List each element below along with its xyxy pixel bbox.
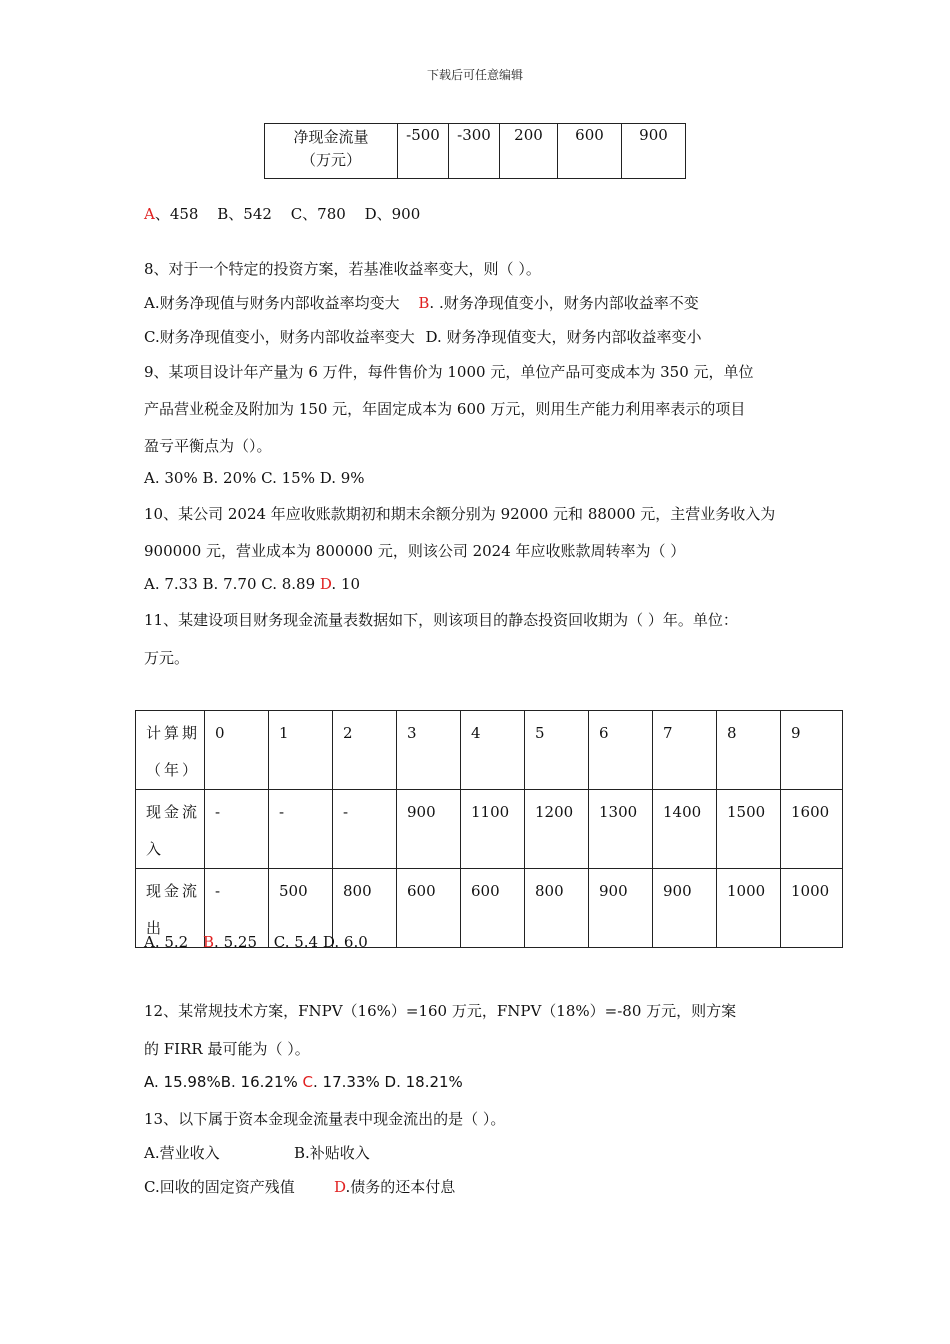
table-row [136,790,843,869]
table-cell: 600 [558,124,622,179]
page-header: 下载后可任意编辑 [426,68,523,82]
table-label-cell [265,124,398,179]
q8-option-a: A.财务净现值与财务内部收益率均变大 [144,294,400,312]
table-label-cell [136,711,205,790]
q11-answer-letter: B [203,933,215,951]
table-cell: 1500 [717,790,781,869]
q13-answer-letter: D [334,1178,346,1196]
table-cell: 900 [589,869,653,948]
table-cell: -500 [398,124,449,179]
table-cell: 0 [205,711,269,790]
q11-options-cd: C. 5.4 D. 6.0 [273,933,368,951]
q12-option-d: D. 18.21% [384,1073,463,1091]
table-cell: 7 [653,711,717,790]
table-cell: - [333,790,397,869]
q9-line-3: 盈亏平衡点为（）。 [144,437,272,455]
table-cell: 5 [525,711,589,790]
table-cell: 1000 [781,869,843,948]
q9-line-2: 产品营业税金及附加为 150 元，年固定成本为 600 万元，则用生产能力利用率表示的项目 [144,400,746,418]
q8-stem: 8、对于一个特定的投资方案，若基准收益率变大，则（ ）。 [144,260,541,278]
q10-option-d: . 10 [331,575,361,593]
table-cell: 900 [622,124,686,179]
table-row [136,711,843,790]
q7-option-b: B、542 [217,205,272,223]
q13-option-a: A.营业收入 [144,1144,220,1162]
table-cell: 500 [269,869,333,948]
table-cell: 1000 [717,869,781,948]
table-cell: 1400 [653,790,717,869]
q12-answer-letter: C [302,1073,314,1091]
net-cash-flow-table [264,123,686,179]
table-cell: 4 [461,711,525,790]
q11-line-1: 11、某建设项目财务现金流量表数据如下，则该项目的静态投资回收期为（ ）年。单位： [144,611,738,629]
q10-line-1: 10、某公司 2024 年应收账款期初和期末余额分别为 92000 元和 88000 元，主营业务收入为 [144,505,776,523]
table-label-line: 计算期 [146,724,201,742]
q8-option-c: C.财务净现值变小，财务内部收益率变大 [144,328,415,346]
q13-stem: 13、以下属于资本金现金流量表中现金流出的是（ ）。 [144,1110,506,1128]
q13-option-c: C.回收的固定资产残值 [144,1178,295,1196]
table-cell: 200 [500,124,558,179]
table-cell: 600 [461,869,525,948]
q7-options [144,203,420,224]
q12-line-1: 12、某常规技术方案，FNPV（16%）=160 万元，FNPV（18%）=-80 万元，则方案 [144,1002,737,1020]
q9-options: A. 30% B. 20% C. 15% D. 9% [144,469,365,487]
table-label-line: （年） [146,761,201,779]
table-cell: 2 [333,711,397,790]
table-cell: - [205,790,269,869]
table-label-line: （万元） [300,151,361,169]
table-label-cell [136,790,205,869]
table-cell: 800 [525,869,589,948]
q9-line-1: 9、某项目设计年产量为 6 万件，每件售价为 1000 元，单位产品可变成本为 350 元，单位 [144,363,754,381]
table-cell: 3 [397,711,461,790]
table-cell: 8 [717,711,781,790]
q10-line-2: 900000 元，营业成本为 800000 元，则该公司 2024 年应收账款周转率为（ ） [144,542,686,560]
q13-option-b: B.补贴收入 [294,1144,370,1162]
q12-option-c: . 17.33% [313,1073,380,1091]
q11-options [144,933,368,951]
q7-option-c: C、780 [290,205,346,223]
table-cell: 9 [781,711,843,790]
q13-option-d-wrap [334,1176,455,1197]
table-label-line: 净现金流量 [293,128,369,146]
q7-option-d: D、900 [364,205,421,223]
q11-option-b: . 5.25 [214,933,257,951]
q7-option-a: 、458 [154,205,199,223]
q10-options-abc: A. 7.33 B. 7.70 C. 8.89 [144,575,316,593]
table-cell: 1 [269,711,333,790]
table-cell: - [269,790,333,869]
q13-option-d: .债务的还本付息 [345,1178,456,1196]
q10-answer-letter: D [319,575,332,593]
q11-line-2: 万元。 [144,649,190,667]
q11-option-a: A. 5.2 [144,933,189,951]
cash-flow-table [135,710,843,948]
q12-options-ab: A. 15.98%B. 16.21% [144,1073,298,1091]
q12-line-2: 的 FIRR 最可能为（ ）。 [144,1040,310,1058]
table-cell: 1200 [525,790,589,869]
table-row [265,124,686,179]
table-cell: 1600 [781,790,843,869]
table-cell: 1300 [589,790,653,869]
table-cell: 6 [589,711,653,790]
table-cell: 800 [333,869,397,948]
q7-answer-letter: A [144,205,155,223]
q8-options-row1 [144,292,699,313]
q10-options [144,575,360,593]
table-cell: 900 [653,869,717,948]
table-cell: -300 [449,124,500,179]
table-cell: 600 [397,869,461,948]
table-label-line: 现金流 [146,882,201,900]
q8-options-row2 [144,326,702,347]
q8-answer-letter: B [418,294,430,312]
q8-option-d: D. 财务净现值变大，财务内部收益率变小 [425,328,702,346]
q12-options [144,1073,463,1091]
table-cell: 1100 [461,790,525,869]
table-cell: 900 [397,790,461,869]
table-label-line: 入 [146,840,165,858]
table-label-line: 出 [146,919,165,937]
table-label-line: 现金流 [146,803,201,821]
table-cell: - [205,869,269,948]
q8-option-b: . .财务净现值变小，财务内部收益率不变 [429,294,699,312]
